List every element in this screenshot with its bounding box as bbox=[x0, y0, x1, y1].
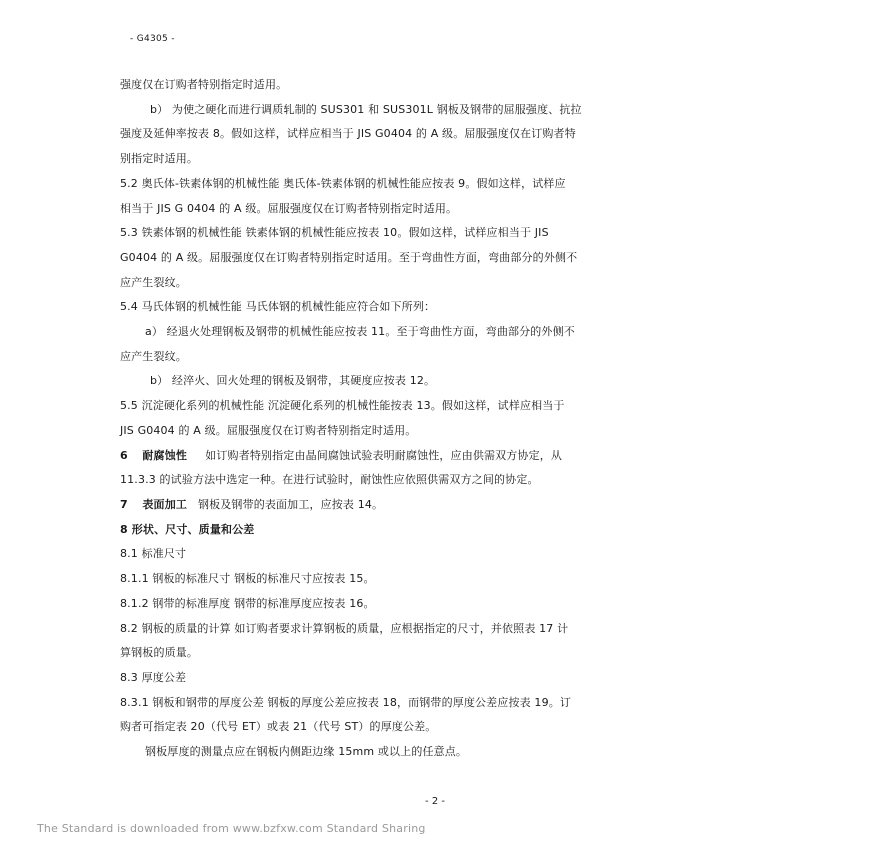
text-line: 算钢板的质量。 bbox=[120, 646, 199, 659]
watermark-text: The Standard is downloaded from www.bzfxw.com Standard Sharing bbox=[37, 822, 426, 835]
text-line: 钢板厚度的测量点应在钢板内侧距边缘 15mm 或以上的任意点。 bbox=[145, 745, 468, 758]
text-line: 8.1 标准尺寸 bbox=[120, 547, 187, 560]
section-text: 如订购者特别指定由晶间腐蚀试验表明耐腐蚀性，应由供需双方协定，从 bbox=[205, 449, 563, 462]
text-line: 8.2 钢板的质量的计算 如订购者要求计算钢板的质量，应根据指定的尺寸，并依照表 17 计 bbox=[120, 622, 569, 635]
text-line: JIS G0404 的 A 级。屈服强度仅在订购者特别指定时适用。 bbox=[120, 424, 417, 437]
section-title: 表面加工 bbox=[142, 498, 188, 511]
text-line: 应产生裂纹。 bbox=[120, 276, 187, 289]
text-line: 5.3 铁素体钢的机械性能 铁素体钢的机械性能应按表 10。假如这样，试样应相当于 JIS bbox=[120, 226, 549, 239]
text-line: b） 经淬火、回火处理的钢板及钢带，其硬度应按表 12。 bbox=[150, 374, 436, 387]
text-line: 应产生裂纹。 bbox=[120, 350, 187, 363]
text-line: 强度及延伸率按表 8。假如这样，试样应相当于 JIS G0404 的 A 级。屈服强度仅在订购者特 bbox=[120, 127, 576, 140]
text-line: 8.1.1 钢板的标准尺寸 钢板的标准尺寸应按表 15。 bbox=[120, 572, 375, 585]
section-number: 7 bbox=[120, 498, 128, 511]
text-line: 别指定时适用。 bbox=[120, 152, 199, 165]
text-line: 5.4 马氏体钢的机械性能 马氏体钢的机械性能应符合如下所列： bbox=[120, 300, 436, 313]
section-7-line bbox=[120, 497, 750, 513]
text-line: b） 为使之硬化而进行调质轧制的 SUS301 和 SUS301L 钢板及钢带的屈服强度、抗拉 bbox=[150, 103, 582, 116]
section-8-heading: 8 形状、尺寸、质量和公差 bbox=[120, 523, 255, 536]
text-line: 8.1.2 钢带的标准厚度 钢带的标准厚度应按表 16。 bbox=[120, 597, 375, 610]
section-text: 钢板及钢带的表面加工，应按表 14。 bbox=[197, 498, 384, 511]
text-line: 购者可指定表 20（代号 ET）或表 21（代号 ST）的厚度公差。 bbox=[120, 720, 437, 733]
page-number: - 2 - bbox=[425, 796, 445, 807]
page-header: - G4305 - bbox=[130, 34, 175, 44]
text-line: 相当于 JIS G 0404 的 A 级。屈服强度仅在订购者特别指定时适用。 bbox=[120, 202, 458, 215]
text-line: G0404 的 A 级。屈服强度仅在订购者特别指定时适用。至于弯曲性方面，弯曲部分的外侧不 bbox=[120, 251, 578, 264]
section-6-line bbox=[120, 448, 750, 464]
section-title: 耐腐蚀性 bbox=[142, 449, 188, 462]
text-line: 5.2 奥氏体-铁素体钢的机械性能 奥氏体-铁素体钢的机械性能应按表 9。假如这样，试样应 bbox=[120, 177, 566, 190]
text-line: 强度仅在订购者特别指定时适用。 bbox=[120, 78, 288, 91]
section-number: 6 bbox=[120, 449, 128, 462]
text-line: 11.3.3 的试验方法中选定一种。在进行试验时，耐蚀性应依照供需双方之间的协定。 bbox=[120, 473, 539, 486]
text-line: 8.3.1 钢板和钢带的厚度公差 钢板的厚度公差应按表 18，而钢带的厚度公差应按表 19。订 bbox=[120, 696, 572, 709]
text-line: 5.5 沉淀硬化系列的机械性能 沉淀硬化系列的机械性能按表 13。假如这样，试样应相当于 bbox=[120, 399, 565, 412]
text-line: a） 经退火处理钢板及钢带的机械性能应按表 11。至于弯曲性方面，弯曲部分的外侧不 bbox=[145, 325, 575, 338]
text-line: 8.3 厚度公差 bbox=[120, 671, 187, 684]
